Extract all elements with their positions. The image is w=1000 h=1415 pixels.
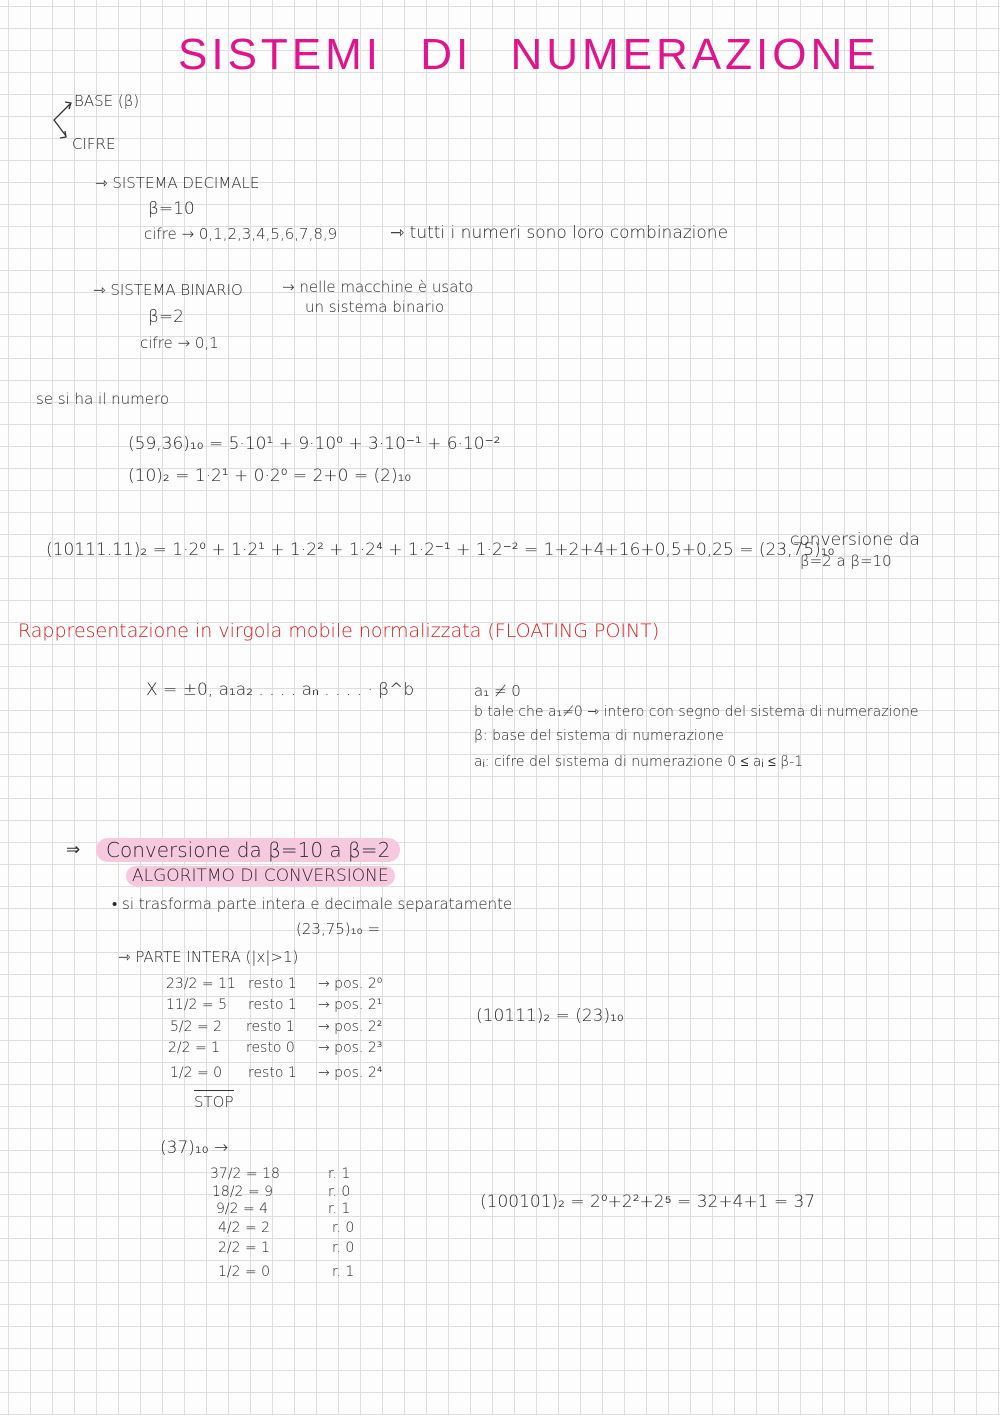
base-label: BASE (β) [74,92,140,110]
decimal-beta: β=10 [148,199,195,219]
floating-cond-3: β: base del sistema di numerazione [474,728,724,744]
conversion-heading: Conversione da β=10 a β=2 [96,838,400,862]
algorithm-heading: ALGORITMO DI CONVERSIONE [126,866,395,886]
floating-cond-4: aᵢ: cifre del sistema di numerazione 0 ≤ aᵢ ≤ β-1 [474,754,804,770]
floating-cond-1: a₁ ≠ 0 [474,682,521,700]
floating-cond-2: b tale che a₁≠0 ⇾ intero con segno del sistema di numerazione [474,704,919,720]
step-rest: resto 1 [248,997,297,1013]
step-div: 23/2 = 11 [166,976,236,992]
decimal-heading: ⇾ SISTEMA DECIMALE [95,174,260,192]
example-side-1: conversione da [790,530,920,550]
step-div: 1/2 = 0 [170,1065,223,1081]
binary-heading: ⇾ SISTEMA BINARIO [93,281,243,299]
step37-div: 9/2 = 4 [216,1201,269,1217]
example-eq3: (10111.11)₂ = 1·2⁰ + 1·2¹ + 1·2² + 1·2⁴ + 1·2⁻¹ + 1·2⁻² = 1+2+4+16+0,5+0,25 = (23,75)₁₀ [46,540,835,560]
binary-note-2: un sistema binario [305,298,445,316]
step-pos: → pos. 2⁴ [318,1065,383,1081]
step37-rest: r. 0 [328,1184,351,1200]
conversion-bullet: • si trasforma parte intera e decimale separatamente [112,895,513,913]
floating-heading: Rappresentazione in virgola mobile normalizzata (FLOATING POINT) [18,620,660,642]
example-intro: se si ha il numero [36,390,170,408]
branch-arrows-icon [44,94,74,154]
step-rest: resto 1 [246,1019,295,1035]
step37-rest: r. 1 [328,1166,351,1182]
page-title: SISTEMI DI NUMERAZIONE [178,30,880,79]
conversion-result: (10111)₂ = (23)₁₀ [476,1006,624,1026]
step-div: 11/2 = 5 [166,997,227,1013]
step-pos: → pos. 2² [318,1019,383,1035]
example-side-2: β=2 a β=10 [800,552,892,570]
step37-div: 2/2 = 1 [218,1240,271,1256]
example-eq2: (10)₂ = 1·2¹ + 0·2⁰ = 2+0 = (2)₁₀ [128,466,412,486]
step-pos: → pos. 2⁰ [318,976,383,992]
step-pos: → pos. 2¹ [318,997,383,1013]
example37-result: (100101)₂ = 2⁰+2²+2⁵ = 32+4+1 = 37 [480,1192,816,1212]
decimal-note: ⇾ tutti i numeri sono loro combinazione [390,223,729,243]
floating-formula: X = ±0, a₁a₂ . . . . aₙ . . . . · β^b [146,680,415,700]
step37-rest: r. 0 [332,1240,355,1256]
step37-rest: r. 1 [328,1201,351,1217]
binary-note-1: → nelle macchine è usato [282,278,474,296]
binary-digits: cifre → 0,1 [140,334,219,352]
parte-intera-heading: ⇾ PARTE INTERA (|x|>1) [118,948,299,966]
conversion-number: (23,75)₁₀ = [296,920,381,938]
step-pos: → pos. 2³ [318,1040,383,1056]
binary-beta: β=2 [148,307,184,327]
step37-rest: r. 0 [332,1220,355,1236]
step-rest: resto 1 [248,976,297,992]
step37-div: 1/2 = 0 [218,1264,271,1280]
cifre-label: CIFRE [72,135,116,153]
step-div: 2/2 = 1 [168,1040,221,1056]
step-rest: resto 0 [246,1040,295,1056]
example37-label: (37)₁₀ → [160,1138,229,1158]
step-rest: resto 1 [248,1065,297,1081]
step37-rest: r. 1 [332,1264,355,1280]
step37-div: 18/2 = 9 [212,1184,273,1200]
decimal-digits: cifre → 0,1,2,3,4,5,6,7,8,9 [144,225,338,243]
step37-div: 37/2 = 18 [210,1166,280,1182]
conversion-arrow-icon: ⇒ [66,840,81,860]
step-div: 5/2 = 2 [170,1019,223,1035]
example-eq1: (59,36)₁₀ = 5·10¹ + 9·10⁰ + 3·10⁻¹ + 6·10⁻² [128,434,501,454]
step37-div: 4/2 = 2 [218,1220,271,1236]
stop-label: STOP [194,1090,234,1111]
